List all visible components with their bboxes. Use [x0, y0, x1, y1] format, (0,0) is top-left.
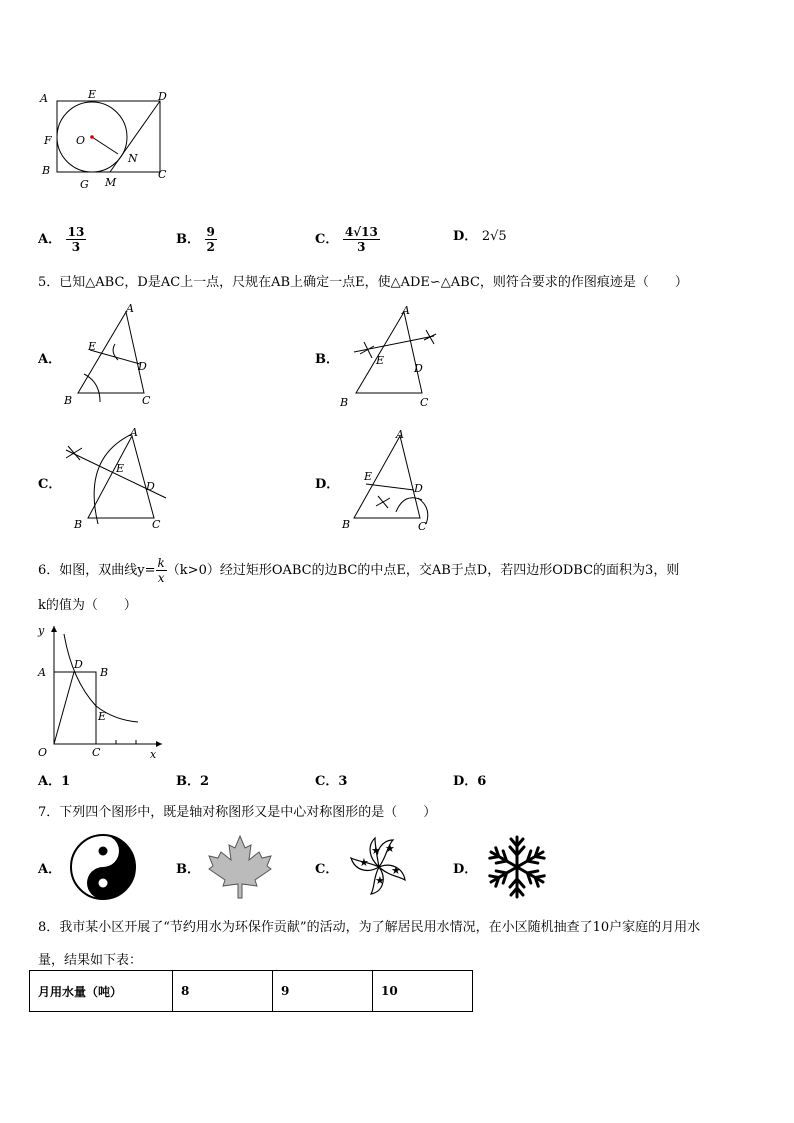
q6-option-a[interactable]: A．1: [38, 774, 71, 789]
q5-figure-d: [338, 428, 438, 533]
fig-label: A: [40, 92, 48, 105]
svg-text:A: A: [402, 304, 410, 317]
q5-figure-c: [60, 428, 170, 533]
fraction: $\frac{k}{x}$: [157, 556, 165, 585]
option-d[interactable]: D． 2√5: [453, 229, 507, 244]
bauhinia-flower-icon: [343, 832, 415, 902]
q7-option-a[interactable]: A．: [38, 862, 62, 877]
snowflake-icon: [483, 832, 551, 902]
table-row: [30, 971, 473, 1012]
svg-text:★: ★: [385, 842, 395, 855]
question-8-line-1: 8．我市某小区开展了“节约用水为环保作贡献”的活动，为了解居民用水情况，在小区随机抽查了10户家庭的月用水: [38, 920, 701, 935]
q5-figure-b: [338, 302, 448, 412]
svg-text:★: ★: [359, 856, 369, 869]
svg-text:O: O: [38, 746, 48, 759]
svg-text:★: ★: [371, 844, 381, 857]
q6-option-b[interactable]: B．2: [176, 774, 210, 789]
svg-text:★: ★: [391, 864, 401, 877]
q4-figure: [36, 86, 176, 192]
table-header-cell: 月用水量（吨）: [30, 971, 173, 1012]
fig-label: D: [158, 90, 167, 103]
question-5-text: 5．已知△ABC，D是AC上一点，尺规在AB上确定一点E，使△ADE∽△ABC，则符合要求的作图痕迹是（ ）: [38, 275, 688, 290]
svg-text:A: A: [38, 666, 46, 679]
question-6-line-1: 6．如图，双曲线y= $\frac{k}{x}$ （k>0）经过矩形OABC的边BC的中点E，交AB于点D，若四边形ODBC的面积为3，则: [38, 556, 680, 585]
svg-text:D: D: [414, 362, 423, 375]
svg-text:A: A: [396, 428, 404, 441]
svg-text:B: B: [342, 518, 351, 531]
svg-text:E: E: [98, 710, 107, 723]
option-b[interactable]: B． $\frac{9}{2}$: [176, 225, 215, 254]
q7-option-b[interactable]: B．: [176, 862, 200, 877]
q7-option-d[interactable]: D．: [453, 862, 478, 877]
svg-text:A: A: [126, 302, 134, 315]
q5-option-d[interactable]: D．: [315, 477, 340, 492]
question-7-text: 7．下列四个图形中，既是轴对称图形又是中心对称图形的是（ ）: [38, 805, 437, 820]
svg-text:A: A: [130, 428, 138, 439]
svg-text:D: D: [414, 482, 423, 495]
table-cell: 8: [173, 971, 273, 1012]
option-a[interactable]: A． $\frac{13}{3}$: [38, 225, 85, 254]
svg-text:B: B: [74, 518, 83, 531]
fig-label: B: [42, 164, 51, 177]
question-8-line-2: 量，结果如下表：: [38, 953, 143, 968]
svg-text:C: C: [152, 518, 161, 531]
water-usage-table: [29, 970, 473, 1012]
q5-option-b[interactable]: B．: [315, 352, 339, 367]
option-c[interactable]: C． $\frac{4√13}{3}$: [315, 225, 378, 254]
svg-text:C: C: [420, 396, 429, 409]
fraction: $\frac{13}{3}$: [67, 225, 85, 254]
q7-option-c[interactable]: C．: [315, 862, 339, 877]
svg-text:D: D: [74, 658, 83, 671]
q6-option-c[interactable]: C．3: [315, 774, 348, 789]
svg-text:E: E: [88, 340, 97, 353]
q5-option-a[interactable]: A．: [38, 352, 62, 367]
fig-label: G: [80, 178, 89, 191]
svg-text:D: D: [146, 480, 155, 493]
fig-label: E: [88, 88, 97, 101]
q5-option-c[interactable]: C．: [38, 477, 62, 492]
fraction: $\frac{4√13}{3}$: [344, 225, 378, 254]
q6-figure: [34, 620, 174, 760]
fig-label: C: [158, 168, 167, 181]
q6-option-d[interactable]: D．6: [453, 774, 487, 789]
question-6-line-2: k的值为（ ）: [38, 598, 137, 613]
yin-yang-icon: [68, 832, 138, 902]
svg-text:y: y: [38, 624, 45, 637]
q5-figure-a: [60, 302, 160, 412]
svg-text:E: E: [116, 462, 125, 475]
svg-text:★: ★: [375, 874, 385, 887]
svg-text:E: E: [364, 470, 373, 483]
fig-label: F: [44, 134, 52, 147]
svg-text:E: E: [376, 354, 385, 367]
fraction: $\frac{9}{2}$: [206, 225, 215, 254]
fig-label: M: [105, 176, 117, 189]
svg-text:C: C: [92, 746, 101, 759]
svg-text:C: C: [418, 520, 427, 533]
table-cell: 9: [273, 971, 373, 1012]
fig-label: N: [128, 152, 138, 165]
svg-text:x: x: [150, 748, 157, 760]
svg-text:C: C: [142, 394, 151, 407]
table-cell: 10: [373, 971, 473, 1012]
svg-text:B: B: [340, 396, 349, 409]
svg-text:D: D: [138, 360, 147, 373]
fig-label: O: [76, 134, 86, 147]
svg-text:B: B: [100, 666, 109, 679]
maple-leaf-icon: [205, 832, 275, 902]
svg-text:B: B: [64, 394, 73, 407]
